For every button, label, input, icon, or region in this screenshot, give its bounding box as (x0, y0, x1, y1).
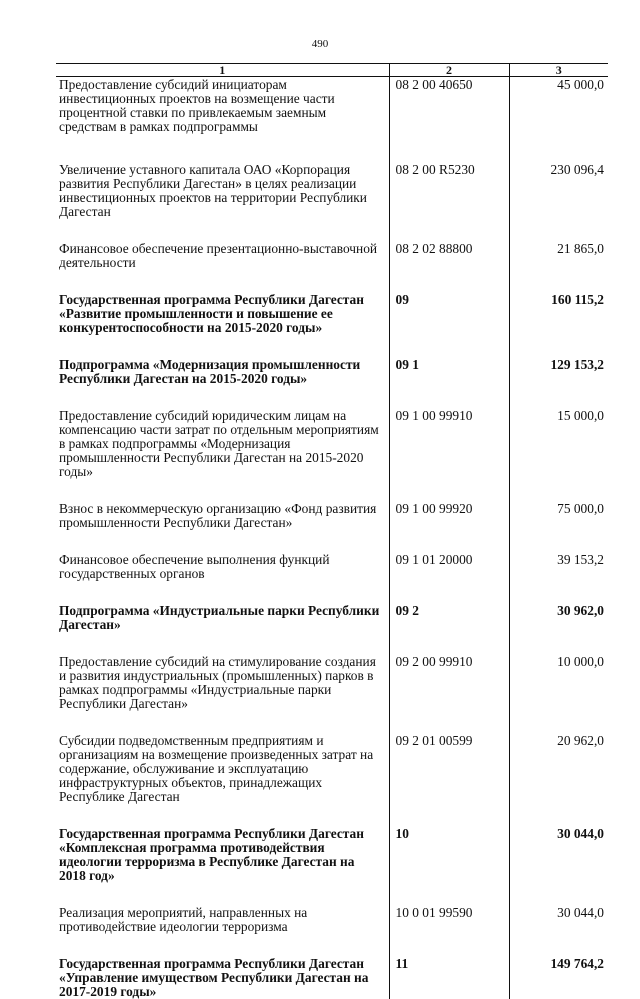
row-amount: 160 115,2 (509, 292, 608, 335)
row-description: Государственная программа Республики Дагестан «Комплексная программа противодействия идеологии терроризма в Республике Дагестан на 2018 год» (56, 826, 389, 883)
row-spacer (56, 632, 608, 654)
column-header: 2 (389, 64, 509, 77)
table-row (56, 603, 608, 632)
row-spacer (56, 386, 608, 408)
spacer-cell (509, 804, 608, 826)
table-header-row (56, 64, 608, 77)
row-code: 08 2 00 40650 (389, 77, 509, 135)
row-code: 08 2 02 88800 (389, 241, 509, 270)
row-amount: 45 000,0 (509, 77, 608, 135)
spacer-cell (56, 386, 389, 408)
row-description: Подпрограмма «Модернизация промышленности Республики Дагестан на 2015-2020 годы» (56, 357, 389, 386)
spacer-cell (509, 530, 608, 552)
table-body (56, 77, 608, 999)
row-spacer (56, 883, 608, 905)
spacer-cell (509, 219, 608, 241)
table-row (56, 292, 608, 335)
table-row (56, 956, 608, 999)
row-description: Финансовое обеспечение презентационно-выставочной деятельности (56, 241, 389, 270)
row-description: Финансовое обеспечение выполнения функций государственных органов (56, 552, 389, 581)
row-spacer (56, 219, 608, 241)
spacer-cell (389, 386, 509, 408)
spacer-cell (56, 883, 389, 905)
row-code: 09 1 01 20000 (389, 552, 509, 581)
row-amount: 230 096,4 (509, 162, 608, 219)
spacer-cell (509, 711, 608, 733)
row-code: 09 2 (389, 603, 509, 632)
spacer-cell (389, 632, 509, 654)
page-number: 490 (0, 38, 640, 50)
row-code: 09 2 00 99910 (389, 654, 509, 711)
row-spacer (56, 581, 608, 603)
table-row (56, 826, 608, 883)
row-amount: 10 000,0 (509, 654, 608, 711)
table-row (56, 408, 608, 479)
table-row (56, 357, 608, 386)
row-code: 10 (389, 826, 509, 883)
row-spacer (56, 134, 608, 162)
row-description: Предоставление субсидий инициаторам инвестиционных проектов на возмещение части процентной ставки по привлекаемым заемным средствам в рамках подпрограммы (56, 77, 389, 135)
table-row (56, 552, 608, 581)
spacer-cell (56, 632, 389, 654)
table-row (56, 654, 608, 711)
spacer-cell (389, 934, 509, 956)
table-row (56, 501, 608, 530)
spacer-cell (56, 934, 389, 956)
column-header: 3 (509, 64, 608, 77)
spacer-cell (509, 335, 608, 357)
row-amount: 30 044,0 (509, 826, 608, 883)
row-amount: 129 153,2 (509, 357, 608, 386)
row-code: 09 2 01 00599 (389, 733, 509, 804)
spacer-cell (509, 934, 608, 956)
row-amount: 30 962,0 (509, 603, 608, 632)
row-spacer (56, 270, 608, 292)
row-code: 09 1 (389, 357, 509, 386)
row-description: Подпрограмма «Индустриальные парки Республики Дагестан» (56, 603, 389, 632)
spacer-cell (509, 581, 608, 603)
row-spacer (56, 804, 608, 826)
row-amount: 21 865,0 (509, 241, 608, 270)
spacer-cell (56, 134, 389, 162)
table-row (56, 733, 608, 804)
row-spacer (56, 711, 608, 733)
spacer-cell (389, 219, 509, 241)
spacer-cell (389, 530, 509, 552)
spacer-cell (56, 270, 389, 292)
row-spacer (56, 335, 608, 357)
spacer-cell (509, 479, 608, 501)
row-code: 11 (389, 956, 509, 999)
spacer-cell (56, 530, 389, 552)
row-amount: 75 000,0 (509, 501, 608, 530)
row-amount: 20 962,0 (509, 733, 608, 804)
spacer-cell (509, 883, 608, 905)
row-amount: 39 153,2 (509, 552, 608, 581)
budget-table (56, 63, 608, 999)
spacer-cell (389, 581, 509, 603)
spacer-cell (56, 804, 389, 826)
row-description: Предоставление субсидий юридическим лицам на компенсацию части затрат по отдельным мероприятиям в рамках подпрограммы «Модернизация промышленности Республики Дагестан на 2015-2020 годы» (56, 408, 389, 479)
spacer-cell (509, 386, 608, 408)
row-code: 09 1 00 99920 (389, 501, 509, 530)
row-code: 09 1 00 99910 (389, 408, 509, 479)
row-description: Взнос в некоммерческую организацию «Фонд развития промышленности Республики Дагестан» (56, 501, 389, 530)
row-code: 09 (389, 292, 509, 335)
row-code: 08 2 00 R5230 (389, 162, 509, 219)
spacer-cell (389, 335, 509, 357)
row-spacer (56, 530, 608, 552)
spacer-cell (56, 479, 389, 501)
row-description: Государственная программа Республики Дагестан «Управление имуществом Республики Дагестан на 2017-2019 годы» (56, 956, 389, 999)
column-header: 1 (56, 64, 389, 77)
row-spacer (56, 934, 608, 956)
spacer-cell (389, 804, 509, 826)
table-row (56, 77, 608, 135)
row-amount: 15 000,0 (509, 408, 608, 479)
spacer-cell (56, 581, 389, 603)
spacer-cell (389, 270, 509, 292)
spacer-cell (509, 270, 608, 292)
spacer-cell (389, 711, 509, 733)
spacer-cell (509, 632, 608, 654)
table-row (56, 162, 608, 219)
row-spacer (56, 479, 608, 501)
spacer-cell (509, 134, 608, 162)
table-row (56, 905, 608, 934)
spacer-cell (56, 711, 389, 733)
row-description: Предоставление субсидий на стимулирование создания и развития индустриальных (промышленных) парков в рамках подпрограммы «Индустриальные парки Республики Дагестан» (56, 654, 389, 711)
spacer-cell (389, 134, 509, 162)
spacer-cell (56, 219, 389, 241)
spacer-cell (56, 335, 389, 357)
row-amount: 149 764,2 (509, 956, 608, 999)
table-row (56, 241, 608, 270)
row-code: 10 0 01 99590 (389, 905, 509, 934)
row-description: Государственная программа Республики Дагестан «Развитие промышленности и повышение ее конкурентоспособности на 2015-2020 годы» (56, 292, 389, 335)
spacer-cell (389, 479, 509, 501)
row-description: Увеличение уставного капитала ОАО «Корпорация развития Республики Дагестан» в целях реализации инвестиционных проектов на территории Республики Дагестан (56, 162, 389, 219)
spacer-cell (389, 883, 509, 905)
row-amount: 30 044,0 (509, 905, 608, 934)
row-description: Реализация мероприятий, направленных на противодействие идеологии терроризма (56, 905, 389, 934)
row-description: Субсидии подведомственным предприятиям и организациям на возмещение произведенных затрат на содержание, обслуживание и эксплуатацию инфраструктурных объектов, принадлежащих Республике Дагестан (56, 733, 389, 804)
